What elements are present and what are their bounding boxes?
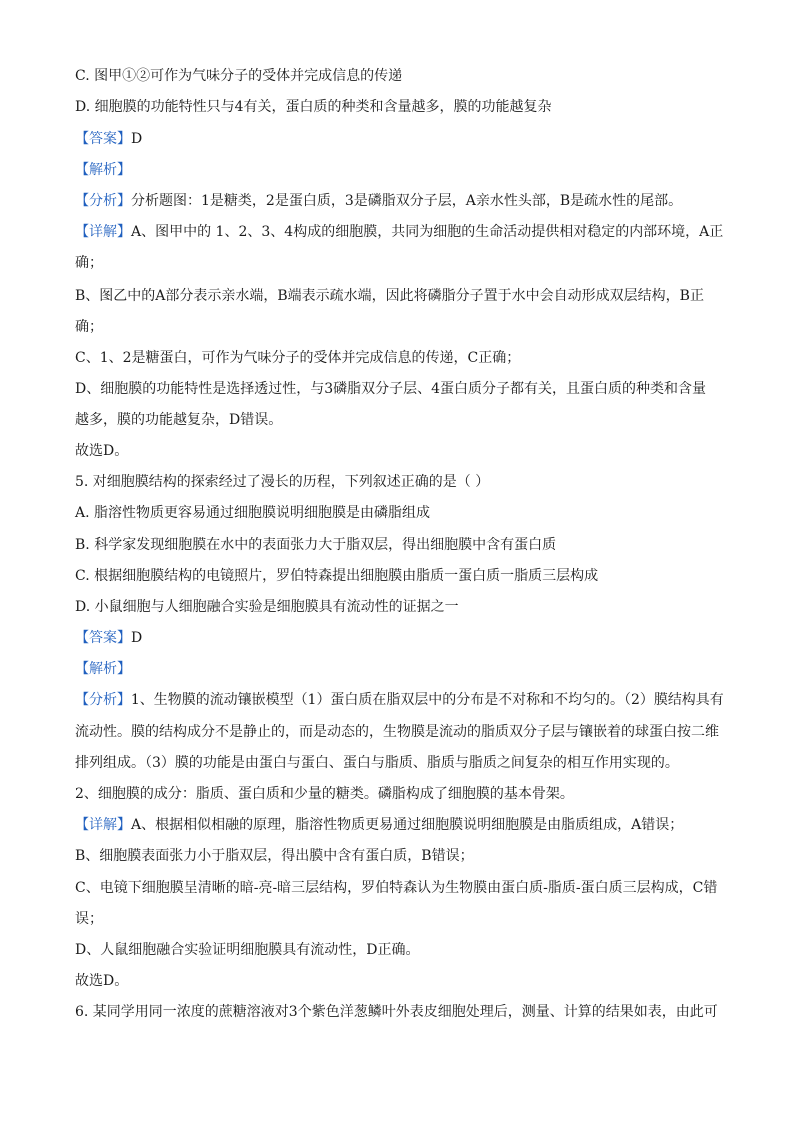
q4-xiangjie-a-line1 — [75, 222, 723, 242]
q5-option-d: D. 小鼠细胞与人细胞融合实验是细胞膜具有流动性的证据之一 — [75, 599, 459, 615]
fenxi-text: 1、生物膜的流动镶嵌模型（1）蛋白质在脂双层中的分布是不对称和不均匀的。（2）膜结构具有 — [130, 692, 724, 708]
fenxi-tag: 【分析】 — [75, 692, 131, 708]
fenxi-tag: 【分析】 — [75, 193, 131, 209]
q5-option-b: B. 科学家发现细胞膜在水中的表面张力大于脂双层，得出细胞膜中含有蛋白质 — [75, 537, 557, 553]
q4-xiangjie-c: C、1、2是糖蛋白，可作为气味分子的受体并完成信息的传递，C正确； — [75, 350, 521, 366]
fenxi-text: 分析题图：1是糖类，2是蛋白质，3是磷脂双分子层，A亲水性头部，B是疏水性的尾部。 — [131, 193, 683, 209]
q6-stem: 6. 某同学用同一浓度的蔗糖溶液对3个紫色洋葱鳞叶外表皮细胞处理后，测量、计算的结果如表，由此可 — [75, 1004, 718, 1020]
xiangjie-tag: 【详解】 — [75, 224, 131, 240]
answer-tag: 【答案】 — [75, 131, 131, 147]
q5-conclusion: 故选D。 — [75, 973, 129, 989]
q5-xiangjie-b: B、细胞膜表面张力小于脂双层，得出膜中含有蛋白质，B错误； — [75, 848, 474, 864]
q4-option-d: D. 细胞膜的功能特性只与4有关，蛋白质的种类和含量越多，膜的功能越复杂 — [75, 99, 552, 115]
q4-xiangjie-b-line2: 确； — [75, 319, 103, 335]
q5-xiangjie-d: D、人鼠细胞融合实验证明细胞膜具有流动性，D正确。 — [75, 942, 420, 958]
q5-fenxi-line1 — [75, 690, 724, 710]
q5-option-a: A. 脂溶性物质更容易通过细胞膜说明细胞膜是由磷脂组成 — [75, 505, 431, 521]
q4-xiangjie-d-line1: D、细胞膜的功能特性是选择透过性，与3磷脂双分子层、4蛋白质分子都有关，且蛋白质的种类和含量 — [75, 381, 707, 397]
q5-fenxi-line4: 2、细胞膜的成分：脂质、蛋白质和少量的糖类。磷脂构成了细胞膜的基本骨架。 — [75, 786, 574, 802]
q5-xiangjie-a — [75, 815, 683, 835]
q5-answer — [75, 628, 142, 648]
q5-option-c: C. 根据细胞膜结构的电镜照片，罗伯特森提出细胞膜由脂质一蛋白质一脂质三层构成 — [75, 568, 599, 584]
q4-xiangjie-d-line2: 越多，膜的功能越复杂，D错误。 — [75, 412, 283, 428]
q4-conclusion: 故选D。 — [75, 443, 129, 459]
q4-answer — [75, 129, 142, 149]
q5-stem: 5. 对细胞膜结构的探索经过了漫长的历程，下列叙述正确的是（ ） — [75, 474, 490, 490]
q5-fenxi-line3: 排列组成。（3）膜的功能是由蛋白与蛋白、蛋白与脂质、脂质与脂质之间复杂的相互作用实现的。 — [75, 755, 679, 771]
answer-tag: 【答案】 — [75, 630, 131, 646]
xiangjie-text: A、根据相似相融的原理，脂溶性物质更易通过细胞膜说明细胞膜是由脂质组成，A错误； — [131, 817, 684, 833]
xiangjie-text: A、图甲中的 1、2、3、4构成的细胞膜，共同为细胞的生命活动提供相对稳定的内部环境，A正 — [131, 224, 724, 240]
answer-value: D — [131, 630, 143, 646]
q4-fenxi — [75, 191, 682, 211]
q5-analysis-tag: 【解析】 — [75, 661, 131, 677]
q4-xiangjie-b-line1: B、图乙中的A部分表示亲水端，B端表示疏水端，因此将磷脂分子置于水中会自动形成双层结构，B正 — [75, 288, 704, 304]
q5-xiangjie-c-line1: C、电镜下细胞膜呈清晰的暗-亮-暗三层结构，罗伯特森认为生物膜由蛋白质-脂质-蛋白质三层构成，C错 — [75, 880, 718, 896]
answer-value: D — [131, 131, 143, 147]
q5-xiangjie-c-line2: 误； — [75, 911, 103, 927]
q5-fenxi-line2: 流动性。膜的结构成分不是静止的，而是动态的，生物膜是流动的脂质双分子层与镶嵌着的球蛋白按二维 — [75, 724, 719, 740]
q4-option-c: C. 图甲①②可作为气味分子的受体并完成信息的传递 — [75, 68, 403, 84]
q4-xiangjie-a-line2: 确； — [75, 255, 103, 271]
xiangjie-tag: 【详解】 — [75, 817, 131, 833]
q4-analysis-tag: 【解析】 — [75, 162, 131, 178]
